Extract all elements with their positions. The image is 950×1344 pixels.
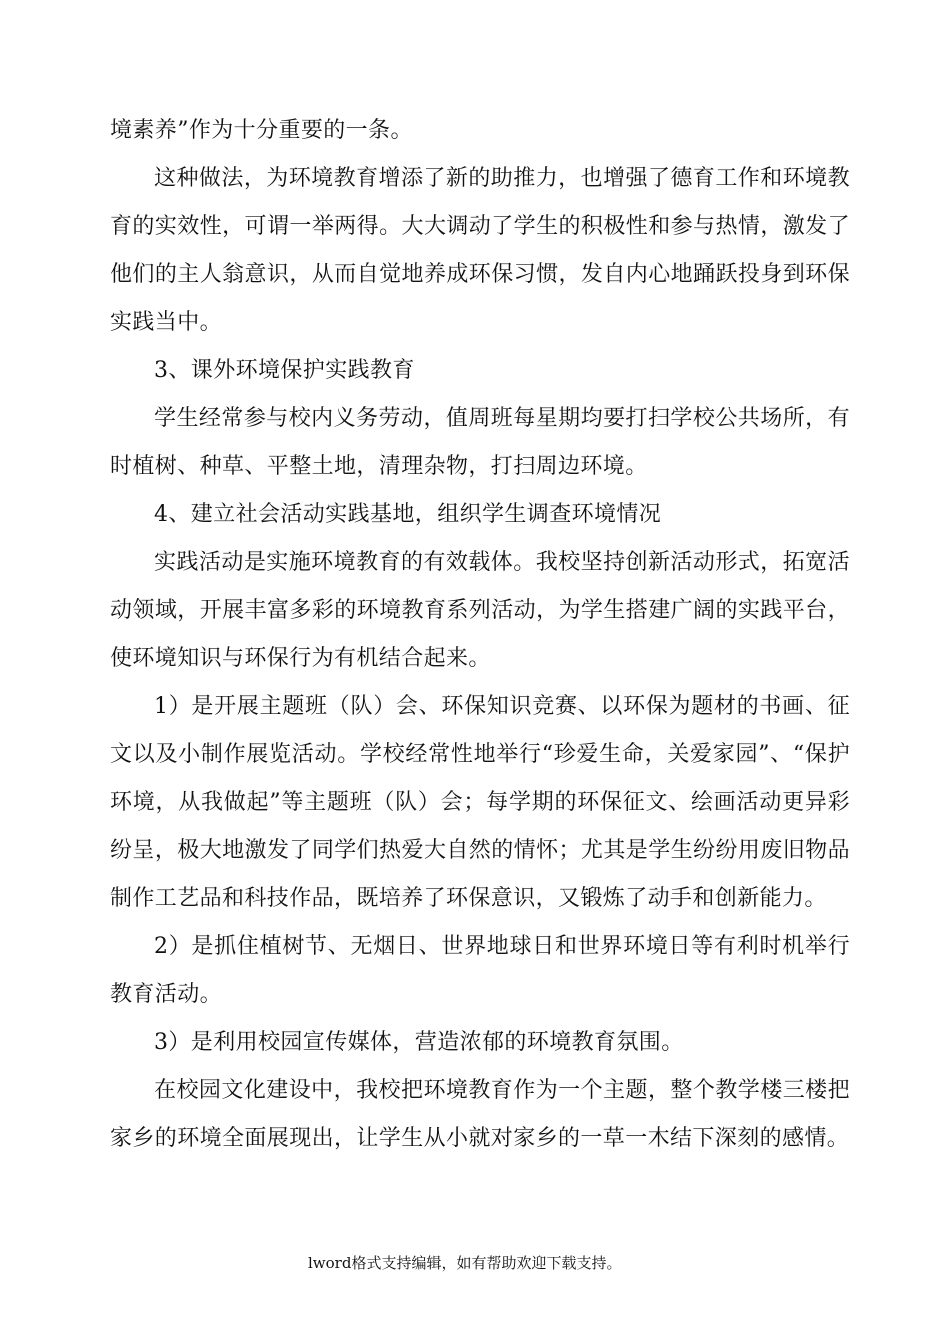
section-heading-4: 4、建立社会活动实践基地，组织学生调查环境情况 <box>154 502 662 527</box>
list-item-1: 1）是开展主题班（队）会、环保知识竞赛、以环保为题材的书画、征文以及小制作展览活动。学校经常性地举行“珍爱生命，关爱家园”、“保护环境，从我做起”等主题班（队）会；每学期的环保征文、绘画活动更异彩纷呈，极大地激发了同学们热爱大自然的情怀；尤其是学生纷纷用废旧物品制作工艺品和科技作品，既培养了环保意识，又锻炼了动手和创新能力。 <box>110 694 850 911</box>
paragraph-2: 这种做法，为环境教育增添了新的助推力，也增强了德育工作和环境教育的实效性，可谓一举两得。大大调动了学生的积极性和参与热情，激发了他们的主人翁意识，从而自觉地养成环保习惯，发自内心地踊跃投身到环保实践当中。 <box>110 166 850 335</box>
section-heading-3: 3、课外环境保护实践教育 <box>154 358 415 383</box>
list-item-3: 3）是利用校园宣传媒体，营造浓郁的环境教育氛围。 <box>154 1030 684 1055</box>
page-footer: lword格式支持编辑，如有帮助欢迎下载支持。 <box>308 1254 622 1272</box>
paragraph-3: 学生经常参与校内义务劳动，值周班每星期均要打扫学校公共场所，有时植树、种草、平整土地，清理杂物，打扫周边环境。 <box>110 406 850 479</box>
paragraph-1: 境素养”作为十分重要的一条。 <box>110 118 413 143</box>
document-body <box>110 107 850 1163</box>
paragraph-4: 实践活动是实施环境教育的有效载体。我校坚持创新活动形式，拓宽活动领域，开展丰富多彩的环境教育系列活动，为学生搭建广阔的实践平台，使环境知识与环保行为有机结合起来。 <box>110 550 850 671</box>
paragraph-5: 在校园文化建设中，我校把环境教育作为一个主题，整个教学楼三楼把家乡的环境全面展现出，让学生从小就对家乡的一草一木结下深刻的感情。 <box>110 1078 850 1151</box>
list-item-2: 2）是抓住植树节、无烟日、世界地球日和世界环境日等有利时机举行教育活动。 <box>110 934 850 1007</box>
